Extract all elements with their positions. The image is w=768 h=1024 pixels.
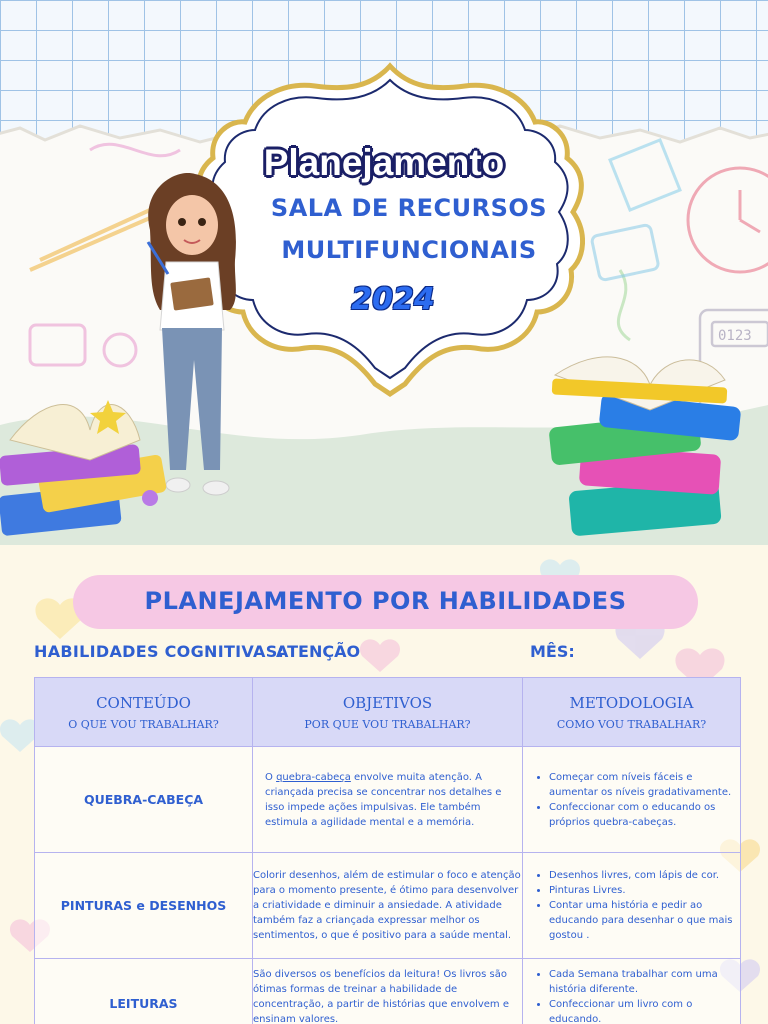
method-item: • Começar com níveis fáceis e aumentar os níveis gradativamente. (549, 770, 740, 800)
calculator-digits: 0123 (718, 328, 752, 344)
objective-text: envolve muita atenção. A criançada precisa se concentrar nos detalhes e isso impede ações impulsivas. Ele também estimula a agilidade mental e a memória. (265, 771, 502, 828)
header-title: OBJETIVOS (342, 693, 433, 712)
ornamental-frame (195, 62, 585, 397)
table-row (35, 747, 741, 853)
method-item: • Desenhos livres, com lápis de cor. (549, 868, 740, 883)
method-item: • Pinturas Livres. (549, 883, 740, 898)
skills-label: HABILIDADES COGNITIVAS: (34, 642, 285, 661)
table-row (35, 959, 741, 1024)
method-item: • Cada Semana trabalhar com uma história diferente. (549, 967, 740, 997)
cover-year: 2024 (351, 282, 435, 317)
objective-link[interactable]: quebra-cabeça (276, 771, 351, 783)
objective-text: O (265, 771, 277, 783)
row-methodology (523, 853, 741, 959)
table-header-row (35, 678, 741, 747)
planning-section (0, 545, 768, 1024)
row-objective (253, 747, 523, 853)
section-heading-pill (73, 575, 698, 629)
cover-title: Planejamento (263, 142, 505, 183)
skills-value: ATENÇÃO (276, 642, 361, 661)
header-title: CONTEÚDO (96, 693, 191, 712)
header-subtitle: POR QUE VOU TRABALHAR? (304, 717, 471, 731)
cover-subtitle-line1: SALA DE RECURSOS (270, 194, 548, 222)
header-subtitle: O QUE VOU TRABALHAR? (68, 717, 219, 731)
row-content: QUEBRA-CABEÇA (35, 747, 253, 853)
book-stack-icon (0, 370, 170, 545)
row-content: PINTURAS e DESENHOS (35, 853, 253, 959)
book-stack-icon (540, 345, 750, 545)
cover-subtitle-line2: MULTIFUNCIONAIS (281, 236, 537, 264)
method-item: • Contar uma história e pedir ao educando para desenhar o que mais gostou . (549, 898, 740, 943)
row-objective: Colorir desenhos, além de estimular o foco e atenção para o momento presente, é ótimo para desenvolver a criatividade e diminuir a ansiedade. A atividade também faz a criançada expressar melhor os sentimentos, o que é positivo para a saúde mental. (253, 853, 523, 959)
header-subtitle: COMO VOU TRABALHAR? (556, 717, 707, 731)
month-label: MÊS: (530, 642, 575, 661)
header-title: METODOLOGIA (569, 693, 694, 712)
header-objectives (253, 678, 523, 747)
method-item: • Confeccionar com o educando os próprios quebra-cabeças. (549, 800, 740, 830)
header-methodology (523, 678, 741, 747)
row-methodology (523, 959, 741, 1024)
planning-table (34, 677, 741, 1024)
heart-icon (360, 639, 400, 672)
row-objective: São diversos os benefícios da leitura! Os livros são ótimas formas de treinar a habilidade de concentração, a partir de histórias que envolvem e ensinam valores. (253, 959, 523, 1024)
section-heading: PLANEJAMENTO POR HABILIDADES (144, 587, 627, 615)
row-content: LEITURAS (35, 959, 253, 1024)
header-content (35, 678, 253, 747)
row-methodology (523, 747, 741, 853)
table-row (35, 853, 741, 959)
method-item: • Confeccionar um livro com o educando. (549, 997, 740, 1024)
